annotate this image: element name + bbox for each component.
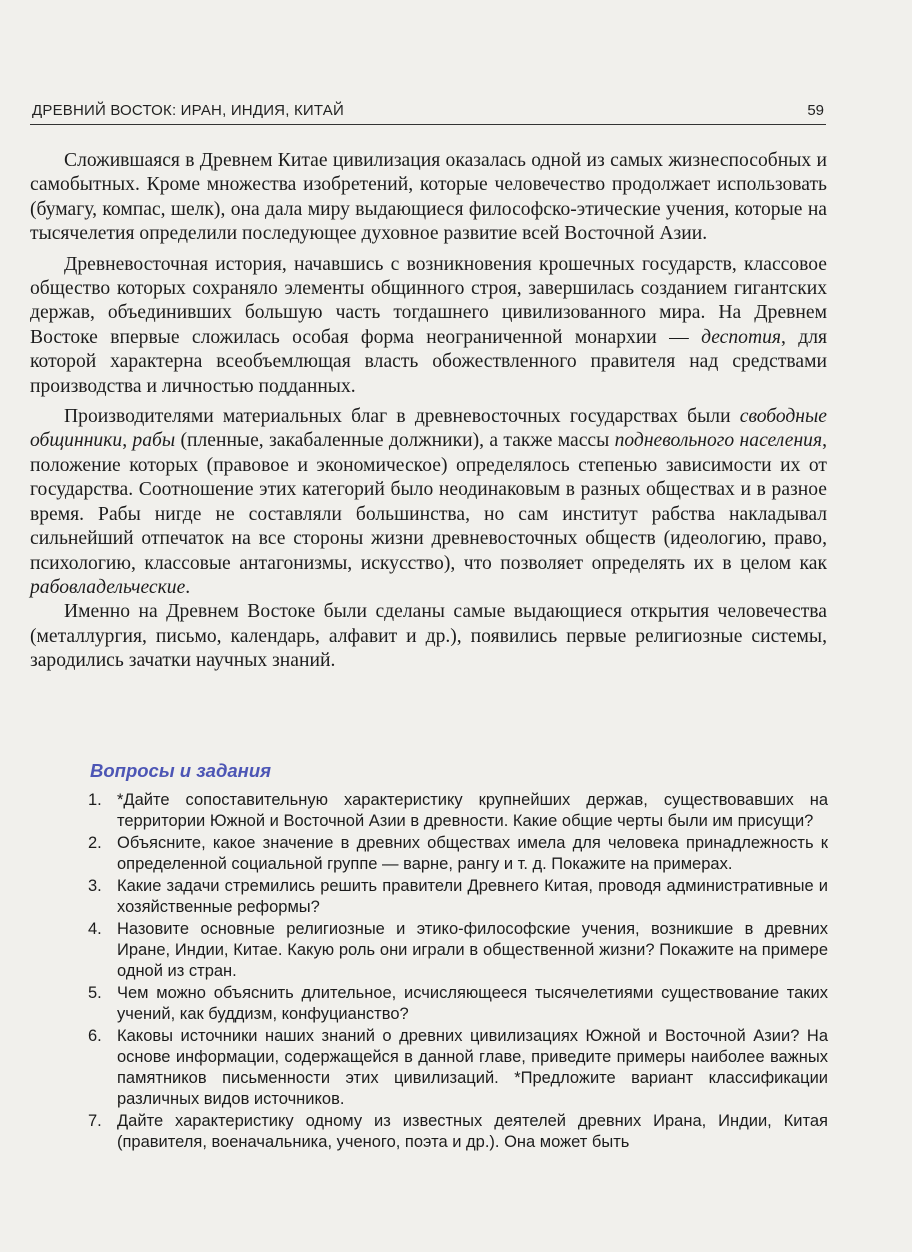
paragraph-3-text-2: , — [122, 430, 133, 452]
question-number: 3. — [88, 877, 102, 895]
term-slaves: рабы — [132, 430, 176, 452]
question-number: 4. — [88, 920, 102, 938]
question-number: 6. — [88, 1027, 102, 1045]
term-dependent-population: подневольного населения — [614, 430, 823, 452]
page-number: 59 — [807, 102, 824, 119]
paragraph-4 — [30, 600, 827, 673]
question-text: Объясните, какое значение в древних обществах имела для человека принадлежность к определенной социальной группе — варне, рангу и т. д. Покажите на примерах. — [117, 834, 828, 873]
question-number: 5. — [88, 984, 102, 1002]
paragraph-2-text-b: , для которой характерна всеобъемлющая власть обожествленного правителя над средствами производства и личностью подданных. — [30, 326, 827, 397]
paragraph-3-text-4: , положение которых (правовое и экономическое) определялось степенью зависимости их от государства. Соотношение этих категорий было неодинаковым в разных обществах и в разное время. Рабы нигде не составляли большинства, но сам институт рабства накладывал сильнейший отпечаток на все стороны жизни древневосточных обществ (идеологию, право, психологию, классовые антагонизмы, искусство), что позволяет определять их в целом как — [30, 430, 827, 574]
question-item — [86, 1026, 828, 1110]
chapter-title: ДРЕВНИЙ ВОСТОК: ИРАН, ИНДИЯ, КИТАЙ — [32, 102, 344, 119]
question-number: 1. — [88, 791, 102, 809]
question-item — [86, 1111, 828, 1153]
paragraph-3-text-3: (пленные, закабаленные должники), а также массы — [175, 430, 615, 452]
questions-list — [86, 790, 828, 1154]
question-text: Чем можно объяснить длительное, исчисляющееся тысячелетиями существование таких учений, как буддизм, конфуцианство? — [117, 984, 828, 1023]
question-item — [86, 919, 828, 982]
question-item — [86, 790, 828, 832]
question-number: 2. — [88, 834, 102, 852]
question-text: Каковы источники наших знаний о древних цивилизациях Южной и Восточной Азии? На основе информации, содержащейся в данной главе, приведите примеры наиболее важных памятников письменности этих цивилизаций. *Предложите вариант классификации различных видов источников. — [117, 1027, 828, 1108]
paragraph-1-text: Сложившаяся в Древнем Китае цивилизация оказалась одной из самых жизнеспособных и самобытных. Кроме множества изобретений, которые человечество продолжает использовать (бумагу, компас, шелк), она дала миру выдающиеся философско-этические учения, которые на тысячелетия определили последующее духовное развитие всей Восточной Азии. — [30, 150, 827, 245]
question-text: Назовите основные религиозные и этико-философские учения, возникшие в древних Иране, Индии, Китае. Какую роль они играли в общественной жизни? Покажите на примере одной из стран. — [117, 920, 828, 980]
paragraph-3-text-1: Производителями материальных благ в древневосточных государствах были — [64, 406, 740, 428]
question-item — [86, 833, 828, 875]
question-text: *Дайте сопоставительную характеристику крупнейших держав, существовавших на территории Южной и Восточной Азии в древности. Какие общие черты были им присущи? — [117, 791, 828, 830]
term-slaveholding: рабовладельческие — [30, 576, 186, 598]
question-item — [86, 876, 828, 918]
question-text: Дайте характеристику одному из известных деятелей древних Ирана, Индии, Китая (правителя, военачальника, ученого, поэта и др.). Она может быть — [117, 1112, 828, 1151]
paragraph-1 — [30, 149, 827, 247]
question-text: Какие задачи стремились решить правители Древнего Китая, проводя административные и хозяйственные реформы? — [117, 877, 828, 916]
paragraph-4-text: Именно на Древнем Востоке были сделаны самые выдающиеся открытия человечества (металлургия, письмо, календарь, алфавит и др.), появились первые религиозные системы, зародились зачатки научных знаний. — [30, 601, 827, 672]
question-item — [86, 983, 828, 1025]
paragraph-3-text-5: . — [185, 576, 191, 598]
questions-heading: Вопросы и задания — [90, 760, 272, 781]
running-header — [30, 100, 826, 125]
paragraph-2-text-a: Древневосточная история, начавшись с возникновения крошечных государств, классовое общество которых сохраняло элементы общинного строя, завершилась созданием гигантских держав, объединивших большую часть тогдашнего цивилизованного мира. На Древнем Востоке впервые сложилась особая форма неограниченной монархии — — [30, 253, 827, 348]
term-free-commoners: свободные общинники — [30, 406, 827, 452]
question-number: 7. — [88, 1112, 102, 1130]
paragraph-2 — [30, 253, 827, 399]
paragraph-3 — [30, 405, 827, 600]
main-text — [30, 149, 827, 680]
term-despotia: деспотия — [701, 326, 781, 348]
